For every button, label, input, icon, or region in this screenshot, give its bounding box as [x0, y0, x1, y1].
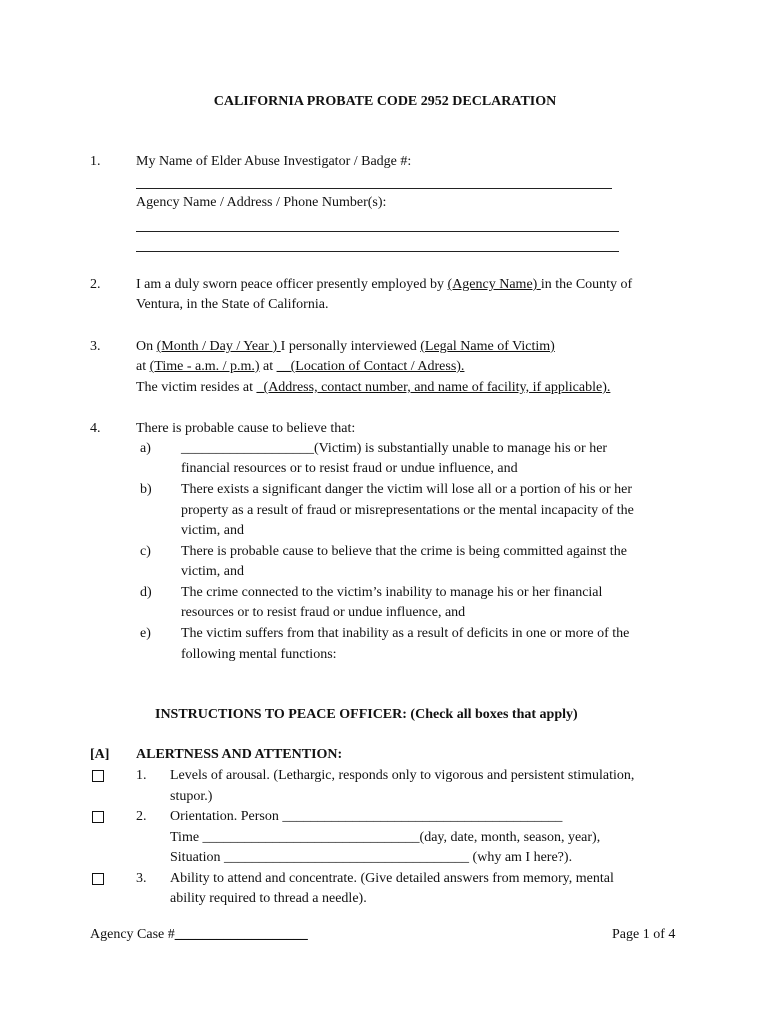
- item-b-line-1: There exists a significant danger the victim will lose all or a portion of his or her: [181, 482, 632, 497]
- item-a-line-2: financial resources or to resist fraud or undue influence, and: [181, 461, 518, 476]
- page-number: Page 1 of 4: [612, 927, 676, 942]
- checkbox-arousal[interactable]: [92, 770, 104, 782]
- section-1-number: 1.: [90, 154, 101, 169]
- section-3-line-3: [136, 378, 610, 398]
- item-d-letter: d): [140, 585, 152, 600]
- investigator-field[interactable]: [136, 188, 612, 189]
- a3-line-2: ability required to thread a needle).: [170, 891, 367, 906]
- s3-on: On: [136, 339, 157, 354]
- investigator-label: My Name of Elder Abuse Investigator / Badge #:: [136, 154, 412, 169]
- orientation-person[interactable]: Orientation. Person ________________________________________: [170, 809, 563, 824]
- item-d-line-2: resources or to resist fraud or undue influence, and: [181, 605, 466, 620]
- item-e-letter: e): [140, 626, 151, 641]
- section-2-line-1: [136, 275, 632, 295]
- item-c-line-1: There is probable cause to believe that the crime is being committed against the: [181, 544, 627, 559]
- date-field[interactable]: (Month / Day / Year ): [156, 339, 281, 354]
- s3-at2: at: [259, 359, 277, 374]
- time-field[interactable]: (Time - a.m. / p.m.): [149, 359, 260, 374]
- agency-case-label: Agency Case #: [90, 927, 175, 942]
- a1-line-2: stupor.): [170, 789, 213, 804]
- victim-name-field[interactable]: (Legal Name of Victim): [420, 339, 555, 354]
- agency-label: Agency Name / Address / Phone Number(s):: [136, 195, 387, 210]
- item-a-letter: a): [140, 441, 151, 456]
- item-d-line-1: The crime connected to the victim’s inability to manage his or her financial: [181, 585, 603, 600]
- agency-field-line-1[interactable]: [136, 231, 619, 232]
- section-3-line-2: [136, 357, 464, 377]
- a3-line-1: Ability to attend and concentrate. (Give detailed answers from memory, mental: [170, 871, 614, 886]
- section-3-number: 3.: [90, 339, 101, 354]
- instructions-heading: INSTRUCTIONS TO PEACE OFFICER: (Check all boxes that apply): [155, 707, 578, 722]
- agency-case-number: [90, 925, 308, 945]
- item-e-line-2: following mental functions:: [181, 647, 337, 662]
- item-b-line-2: property as a result of fraud or misrepresentations or the mental incapacity of the: [181, 503, 634, 518]
- a3-number: 3.: [136, 871, 147, 886]
- orientation-time[interactable]: Time _______________________________(day, date, month, season, year),: [170, 830, 601, 845]
- item-a-line-1: ___________________(Victim) is substantially unable to manage his or her: [181, 441, 608, 456]
- agency-case-field[interactable]: ___________________: [174, 927, 308, 942]
- item-b-line-3: victim, and: [181, 523, 244, 538]
- s2-text-post: in the County of: [540, 277, 633, 292]
- item-e-line-1: The victim suffers from that inability as a result of deficits in one or more of the: [181, 626, 630, 641]
- page-title: CALIFORNIA PROBATE CODE 2952 DECLARATION: [213, 94, 557, 109]
- a1-line-1: Levels of arousal. (Lethargic, responds only to vigorous and persistent stimulation,: [170, 768, 635, 783]
- section-3-line-1: [136, 337, 555, 357]
- s3-resides: The victim resides at: [136, 380, 257, 395]
- s2-text-pre: I am a duly sworn peace officer presently employed by: [136, 277, 448, 292]
- s3-interviewed: I personally interviewed: [280, 339, 421, 354]
- checkbox-orientation[interactable]: [92, 811, 104, 823]
- address-field[interactable]: _(Address, contact number, and name of facility, if applicable).: [256, 380, 611, 395]
- item-c-line-2: victim, and: [181, 564, 244, 579]
- orientation-situation[interactable]: Situation ___________________________________ (why am I here?).: [170, 850, 573, 865]
- section-a-heading: ALERTNESS AND ATTENTION:: [136, 747, 343, 762]
- a2-number: 2.: [136, 809, 147, 824]
- section-4-number: 4.: [90, 421, 101, 436]
- item-c-letter: c): [140, 544, 151, 559]
- s3-at: at: [136, 359, 150, 374]
- a1-number: 1.: [136, 768, 147, 783]
- agency-name-field[interactable]: (Agency Name): [447, 277, 541, 292]
- location-field[interactable]: __(Location of Contact / Adress).: [276, 359, 465, 374]
- checkbox-attention[interactable]: [92, 873, 104, 885]
- section-4-intro: There is probable cause to believe that:: [136, 421, 356, 436]
- section-2-line-2: Ventura, in the State of California.: [136, 297, 329, 312]
- section-2-number: 2.: [90, 277, 101, 292]
- agency-field-line-2[interactable]: [136, 251, 619, 252]
- section-a-tag: [A]: [90, 747, 110, 762]
- item-b-letter: b): [140, 482, 152, 497]
